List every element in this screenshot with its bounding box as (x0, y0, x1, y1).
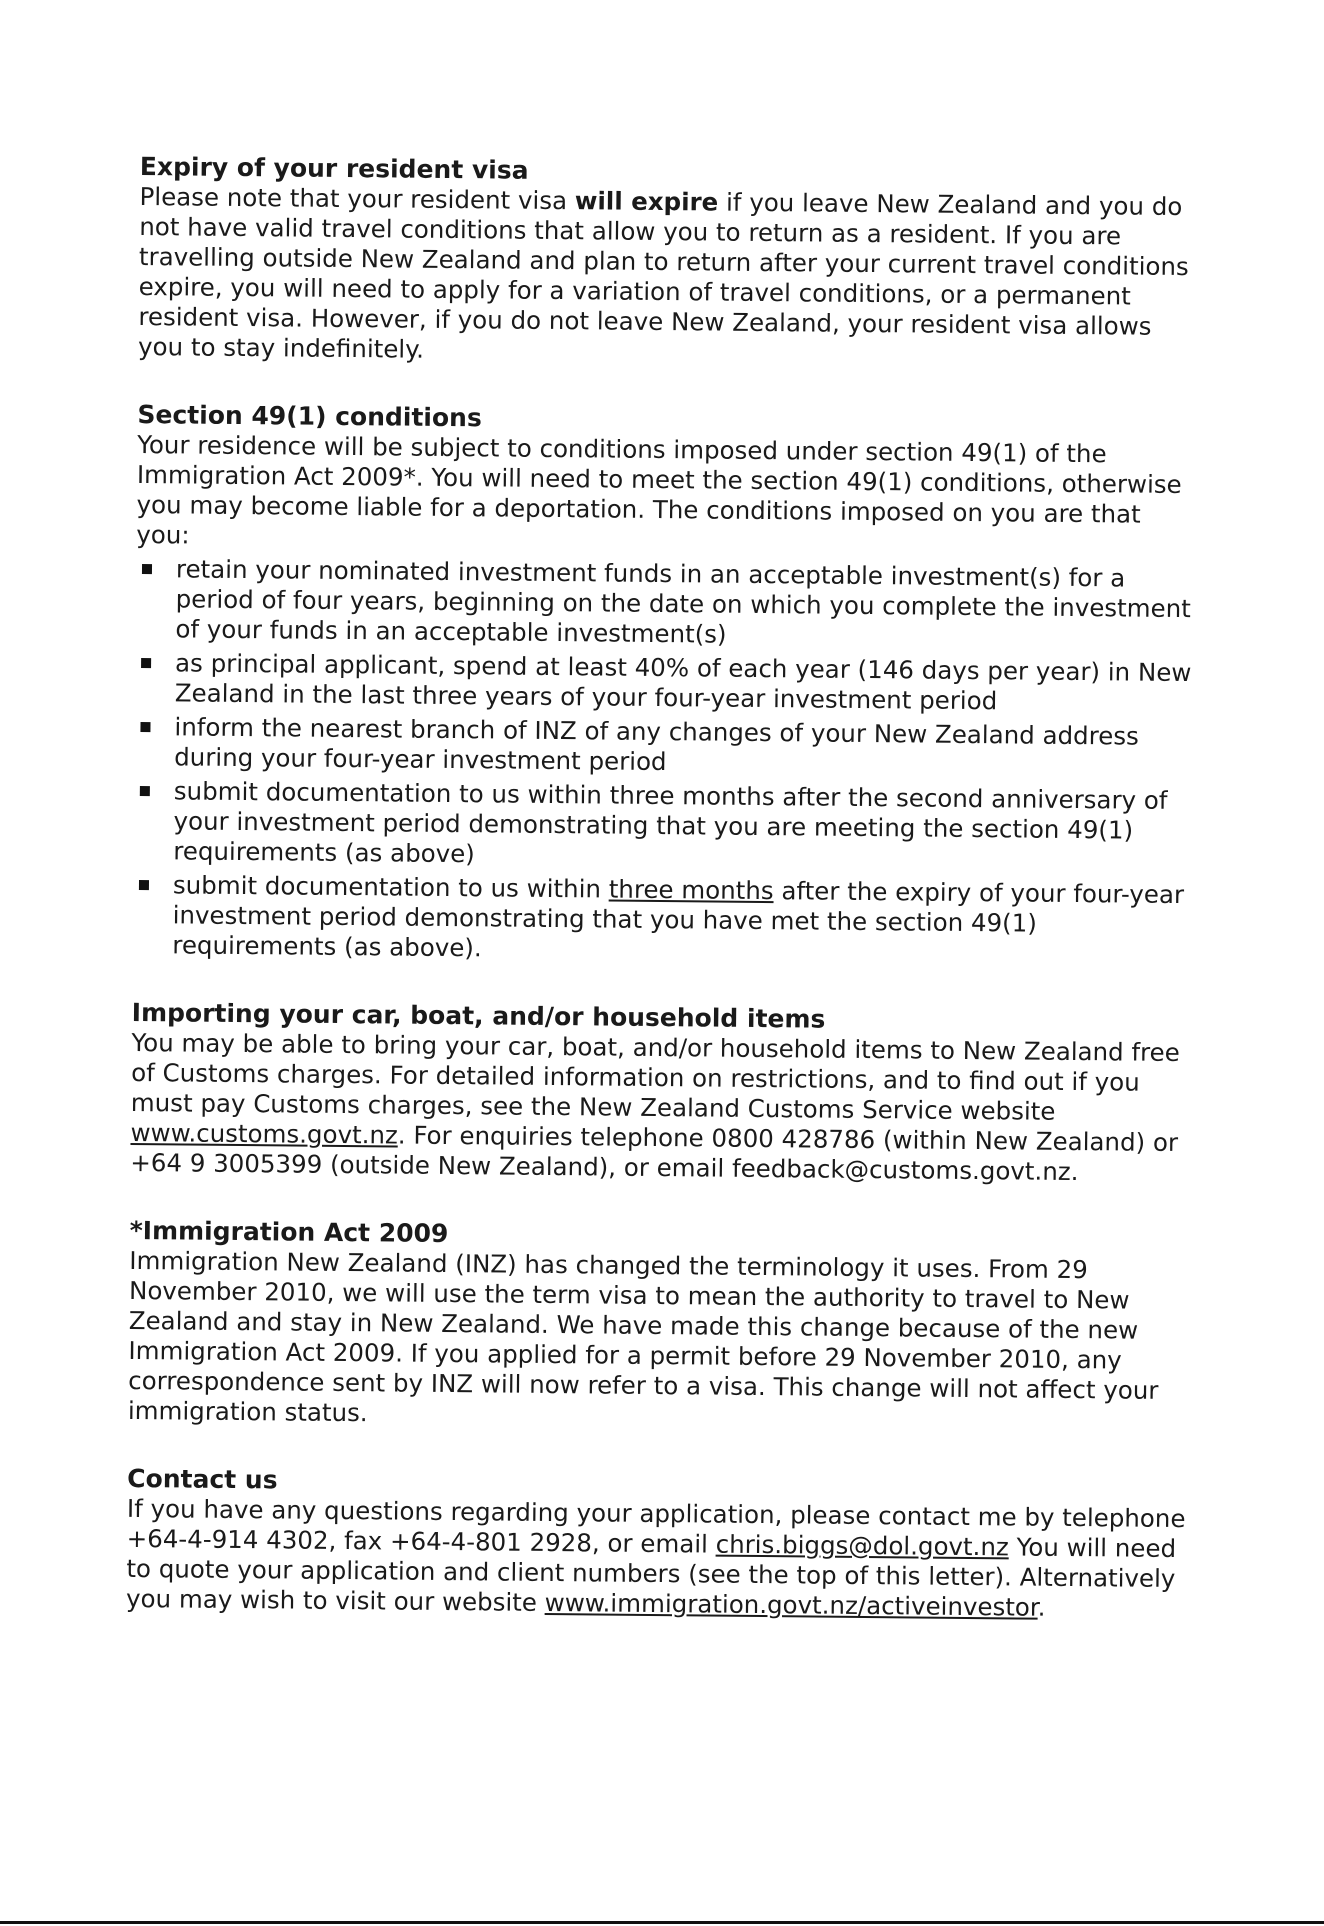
condition-item (134, 712, 1195, 782)
condition-text: retain your nominated investment funds in an acceptable investment(s) for a period of four years, beginning on the date on which you complete the investment of your funds in an acceptable investment(s) (175, 554, 1191, 649)
expiry-heading: Expiry of your resident visa (139, 152, 529, 185)
customs-website-link[interactable]: www.customs.govt.nz (130, 1117, 398, 1150)
act-heading: *Immigration Act 2009 (129, 1215, 449, 1249)
importing-text-end: . For enquiries telephone 0800 428786 (within New Zealand) or +64 9 3005399 (outside New Zealand), or email feedback@customs.govt.nz. (130, 1120, 1179, 1187)
letter-page (126, 152, 1200, 1662)
bullet-icon (141, 658, 151, 668)
bullet-icon (140, 722, 150, 732)
section49-section (132, 400, 1197, 970)
condition-item (135, 648, 1196, 718)
condition-item (132, 870, 1193, 970)
importing-text-start: You may be able to bring your car, boat, and/or household items to New Zealand free of Customs charges. For detailed information on restrictions, and to find out if you must pay Customs charges, see the New Zealand Customs Service website (130, 1027, 1180, 1126)
bullet-icon (140, 786, 150, 796)
condition-text: submit documentation to us within (172, 870, 609, 904)
contact-text-middle: You will need to quote your application and client numbers (see the top of this letter). Alternatively you may wish to visit our website (125, 1532, 1177, 1617)
expiry-text-end: if you leave New Zealand and you do not have valid travel conditions that allow you to return as a resident. If you are travelling outside New Zealand and plan to return after your current travel conditions expire, you will need to apply for a variation of travel conditions, or a permanent resident visa. However, if you do not leave New Zealand, your resident visa allows you to stay indefinitely. (137, 187, 1189, 364)
contact-section (126, 1464, 1187, 1624)
condition-emphasis: three months (608, 874, 774, 906)
contact-heading: Contact us (127, 1463, 278, 1495)
importing-paragraph (130, 1028, 1191, 1188)
conditions-list (132, 554, 1196, 970)
act-paragraph: Immigration New Zealand (INZ) has changed the terminology it uses. From 29 November 2010, we will use the term visa to mean the authority to travel to New Zealand and stay in New Zealand. We have made this change because of the new Immigration Act 2009. If you applied for a permit before 29 November 2010, any correspondence sent by INZ will now refer to a visa. This change will not affect your immigration status. (127, 1245, 1159, 1428)
contact-paragraph (126, 1494, 1187, 1624)
condition-text-end: after the expiry of your four-year investment period demonstrating that you have met the section 49(1) requirements (as above). (172, 876, 1185, 963)
importing-heading: Importing your car, boat, and/or household items (131, 997, 826, 1034)
contact-text-start: If you have any questions regarding your application, please contact me by telephone +64-4-914 4302, fax +64-4-801 2928, or email (126, 1493, 1186, 1559)
condition-text: submit documentation to us within three months after the second anniversary of your investment period demonstrating that you are meeting the section 49(1) requirements (as above) (173, 776, 1168, 869)
section49-heading: Section 49(1) conditions (137, 399, 482, 433)
condition-item (135, 554, 1196, 654)
contact-text-end: . (1037, 1592, 1046, 1622)
contact-email-link[interactable]: chris.biggs@dol.govt.nz (715, 1529, 1009, 1562)
condition-item (133, 776, 1194, 876)
act-section (128, 1216, 1190, 1436)
expiry-section (138, 152, 1200, 372)
section49-intro: Your residence will be subject to conditions imposed under section 49(1) of the Immigration Act 2009*. You will need to meet the section 49(1) conditions, otherwise you may become liable for a deportation. The conditions imposed on you are that you: (136, 429, 1182, 550)
expiry-paragraph (138, 182, 1200, 372)
page-bottom-edge (0, 1921, 1324, 1924)
condition-text: as principal applicant, spend at least 40% of each year (146 days per year) in New Zealand in the last three years of your four-year investment period (174, 648, 1192, 716)
condition-text: inform the nearest branch of INZ of any changes of your New Zealand address during your four-year investment period (174, 712, 1139, 777)
expiry-text-start: Please note that your resident visa (139, 181, 575, 216)
expiry-emphasis: will expire (574, 186, 719, 217)
immigration-website-link[interactable]: www.immigration.govt.nz/activeinvestor (544, 1587, 1038, 1622)
importing-section (130, 998, 1192, 1188)
bullet-icon (139, 880, 149, 890)
bullet-icon (142, 564, 152, 574)
